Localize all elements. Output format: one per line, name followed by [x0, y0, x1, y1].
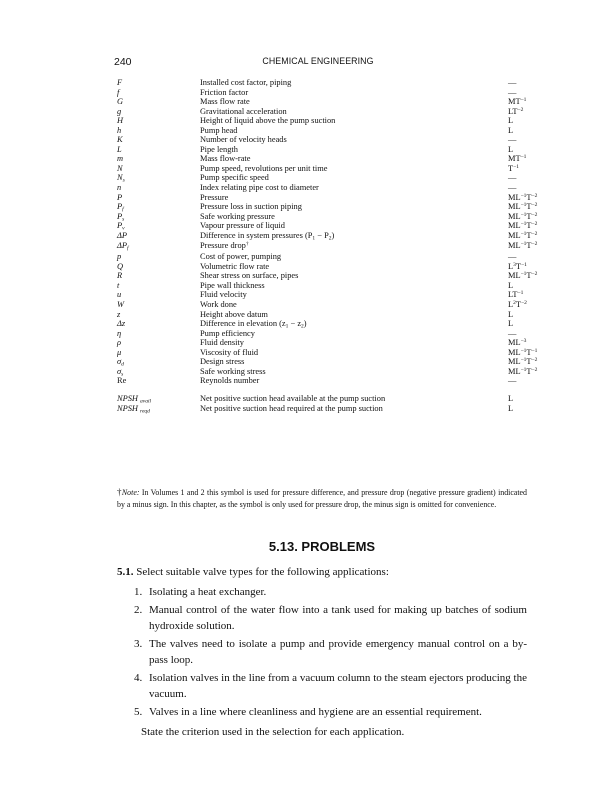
problem-item-text: The valves need to isolate a pump and provide emergency manual control on a by-pass loop. — [149, 638, 527, 666]
symbol-units: L — [508, 403, 514, 413]
symbol-description: Pressure loss in suction piping — [200, 202, 302, 212]
symbol-description: Reynolds number — [200, 376, 260, 386]
symbol: Δz — [117, 319, 126, 329]
problem-item-list — [117, 584, 527, 720]
footnote-text: In Volumes 1 and 2 this symbol is used for pressure difference, and pressure drop (negative pressure gradient) indicated by a minus sign. In this chapter, as the symbol is only used for pressure drop, the minus sign is omitted for convenience. — [117, 488, 527, 510]
symbol-row — [117, 281, 527, 291]
symbol: $\sigma_d$ — [117, 357, 124, 368]
symbol-description: Gravitational acceleration — [200, 106, 287, 116]
symbol-row — [117, 310, 527, 320]
problem-item — [125, 602, 527, 634]
symbol-units: — — [508, 173, 517, 183]
problem-item-number: 2. — [134, 604, 143, 616]
problem-question — [117, 564, 527, 581]
symbol-row — [117, 221, 538, 232]
symbol-description: Pressure drop† — [200, 241, 249, 251]
problem-item-number: 4. — [134, 672, 143, 684]
symbol-row — [117, 126, 527, 136]
symbol-row — [117, 107, 527, 117]
symbol-description: Installed cost factor, piping — [200, 78, 292, 87]
problem-5-1 — [117, 564, 527, 740]
symbol-description: Design stress — [200, 357, 245, 367]
symbol-description: Work done — [200, 300, 237, 310]
symbol-description: Height of liquid above the pump suction — [200, 116, 336, 126]
symbol-row — [117, 357, 538, 368]
symbol-description: Pump specific speed — [200, 173, 269, 183]
symbol-units: $ML^{-3}$ — [508, 338, 527, 348]
symbol-row — [117, 262, 527, 272]
symbol: G — [117, 97, 124, 107]
symbol-row — [117, 319, 527, 329]
problem-item-number: 3. — [134, 638, 143, 650]
symbol-units: $T^{-1}$ — [508, 163, 519, 173]
problem-item-number: 1. — [134, 586, 143, 598]
symbol-units: — — [508, 328, 517, 338]
symbol: $\sigma_s$ — [117, 366, 124, 378]
problem-closing: State the criterion used in the selection for each application. — [141, 726, 405, 738]
running-title: CHEMICAL ENGINEERING — [262, 56, 374, 66]
symbol: NPSH $_{reqd}$ — [117, 403, 150, 414]
problem-item-text: Isolation valves in the line from a vacuum column to the steam ejectors producing the vacuum. — [149, 672, 527, 700]
symbol-units: $ML^{-1}T^{-2}$ — [508, 192, 538, 202]
symbol-description: Cost of power, pumping — [200, 252, 282, 262]
symbol-description: Pressure — [200, 192, 229, 202]
symbol-row — [117, 154, 527, 164]
footnote — [117, 486, 527, 512]
footnote-marker: † — [117, 487, 122, 497]
symbol-row — [117, 183, 527, 193]
symbol-row — [117, 271, 538, 281]
symbol-units: — — [508, 252, 517, 262]
symbol-row — [117, 202, 538, 213]
page-number: 240 — [114, 56, 132, 68]
symbol: t — [117, 280, 120, 290]
symbol-description: Pump head — [200, 125, 238, 135]
symbol-units: $MT^{-1}$ — [508, 154, 527, 164]
symbol: η — [117, 328, 122, 338]
symbol-units: — — [508, 183, 517, 193]
symbol: z — [117, 309, 121, 319]
symbol: $P_f$ — [117, 202, 124, 213]
symbol-description: Index relating pipe cost to diameter — [200, 183, 319, 193]
symbol-row — [117, 116, 527, 126]
symbol-units: L — [508, 280, 514, 290]
symbol-units: $L^2T^{-2}$ — [508, 300, 527, 310]
symbol-units: — — [508, 87, 517, 97]
problem-item-number: 5. — [134, 706, 143, 718]
symbol-description: Mass flow-rate — [200, 154, 251, 164]
symbol-units: $ML^{-1}T^{-1}$ — [508, 347, 538, 357]
symbol: L — [117, 144, 122, 154]
section-title: 5.13. PROBLEMS — [268, 539, 376, 554]
symbol-description: Number of velocity heads — [200, 135, 287, 145]
symbol-units: $ML^{-1}T^{-2}$ — [508, 366, 538, 376]
symbol-units: L — [508, 144, 514, 154]
symbol: F — [117, 78, 123, 87]
symbol: R — [117, 271, 123, 281]
symbol-row — [117, 97, 527, 107]
problem-item-text: Valves in a line where cleanliness and hygiene are an essential requirement. — [149, 706, 482, 718]
symbol: Re — [117, 376, 127, 386]
problem-number: 5.1. — [117, 566, 134, 578]
footnote-label: Note: — [121, 488, 140, 497]
problem-item — [125, 670, 527, 702]
symbol-description: Shear stress on surface, pipes — [200, 271, 299, 281]
symbol-row — [117, 366, 538, 378]
symbol: $P_v$ — [117, 221, 125, 232]
symbol: N — [117, 163, 123, 173]
symbol-row — [117, 192, 538, 203]
symbol-units: $ML^{-1}T^{-2}$ — [508, 271, 538, 281]
symbol-row — [117, 240, 538, 252]
symbol: h — [117, 125, 122, 135]
symbol-description: Safe working pressure — [200, 211, 275, 221]
symbol-row — [117, 394, 527, 404]
symbol-units: L — [508, 309, 514, 319]
symbol-row — [117, 88, 527, 98]
symbol: g — [117, 106, 122, 116]
symbol: $P_s$ — [117, 211, 125, 223]
symbol-description: Net positive suction head required at the pump suction — [200, 403, 383, 413]
symbol-row — [117, 145, 527, 155]
symbol-units: L — [508, 319, 514, 329]
nomenclature-table — [117, 78, 538, 414]
symbol: P — [117, 192, 123, 202]
symbol-description: Net positive suction head available at the pump suction — [200, 393, 386, 403]
problem-item-text: Manual control of the water flow into a tank used for making up batches of sodium hydroxide solution. — [149, 604, 527, 632]
symbol-units: $L^3T^{-1}$ — [508, 261, 527, 271]
symbol-description: Viscosity of fluid — [200, 347, 259, 357]
problem-item-text: Isolating a heat exchanger. — [149, 586, 267, 598]
symbol-description: Vapour pressure of liquid — [200, 221, 285, 231]
symbol: W — [117, 300, 124, 310]
symbol-units: $MT^{-1}$ — [508, 97, 527, 107]
symbol: ρ — [117, 338, 122, 348]
symbol-description: Volumetric flow rate — [200, 261, 270, 271]
symbol: H — [117, 116, 124, 126]
symbol-units: $ML^{-1}T^{-2}$ — [508, 357, 538, 367]
problem-item — [125, 636, 527, 668]
problem-item — [125, 704, 527, 720]
symbol-units: — — [508, 78, 517, 87]
symbol: Q — [117, 261, 124, 271]
symbol: K — [117, 135, 123, 145]
symbol: NPSH $_{avail}$ — [117, 393, 152, 405]
symbol-row — [117, 404, 527, 414]
symbol-row — [117, 290, 527, 300]
symbol-description: Height above datum — [200, 309, 268, 319]
symbol: $\Delta P_f$ — [117, 241, 129, 252]
symbol: ΔP — [117, 230, 128, 240]
symbol-row — [117, 164, 527, 174]
symbol-row — [117, 300, 527, 310]
symbol-units: $LT^{-1}$ — [508, 290, 524, 300]
symbol-description: Pipe wall thickness — [200, 280, 265, 290]
symbol: $N_s$ — [117, 173, 125, 184]
symbol-row — [117, 329, 527, 339]
symbol-row — [117, 78, 527, 88]
symbol-units: $ML^{-1}T^{-2}$ — [508, 241, 538, 251]
symbol-description: Pump speed, revolutions per unit time — [200, 163, 328, 173]
symbol-description: Pump efficiency — [200, 328, 255, 338]
table-spacer — [117, 386, 527, 394]
symbol-units: $ML^{-1}T^{-2}$ — [508, 221, 538, 231]
symbol-description: Friction factor — [200, 87, 249, 97]
problem-prompt: Select suitable valve types for the following applications: — [136, 566, 389, 578]
symbol-units: L — [508, 393, 514, 403]
symbol: p — [117, 252, 122, 262]
symbol-row — [117, 173, 527, 183]
symbol-row — [117, 338, 527, 348]
symbol-units: $ML^{-1}T^{-2}$ — [508, 211, 538, 221]
symbol: μ — [117, 347, 122, 357]
symbol: f — [117, 87, 120, 97]
symbol-row — [117, 347, 538, 358]
symbol-units: L — [508, 116, 514, 126]
symbol-row — [117, 376, 527, 386]
symbol-description: Mass flow rate — [200, 97, 250, 107]
symbol-units: L — [508, 125, 514, 135]
symbol-description: Difference in elevation $(z_1 - z_2)$ — [200, 319, 307, 330]
symbol-units: $LT^{-2}$ — [508, 106, 524, 116]
symbol-row — [117, 230, 538, 242]
symbol-description: Fluid velocity — [200, 290, 247, 300]
symbol-units: — — [508, 376, 517, 386]
symbol-row — [117, 211, 538, 223]
symbol-row — [117, 135, 527, 145]
problem-item — [125, 584, 527, 600]
symbol: m — [117, 154, 124, 164]
symbol: n — [117, 183, 122, 193]
symbol-row — [117, 252, 527, 262]
symbol: u — [117, 290, 122, 300]
symbol-description: Safe working stress — [200, 366, 266, 376]
symbol-description: Pipe length — [200, 144, 238, 154]
symbol-units: $ML^{-1}T^{-2}$ — [508, 202, 538, 212]
symbol-units: — — [508, 135, 517, 145]
symbol-description: Fluid density — [200, 338, 244, 348]
symbol-units: $ML^{-1}T^{-2}$ — [508, 230, 538, 240]
page-header — [114, 56, 522, 70]
symbol-description: Difference in system pressures $(P_1 - P_2)$ — [200, 230, 335, 242]
